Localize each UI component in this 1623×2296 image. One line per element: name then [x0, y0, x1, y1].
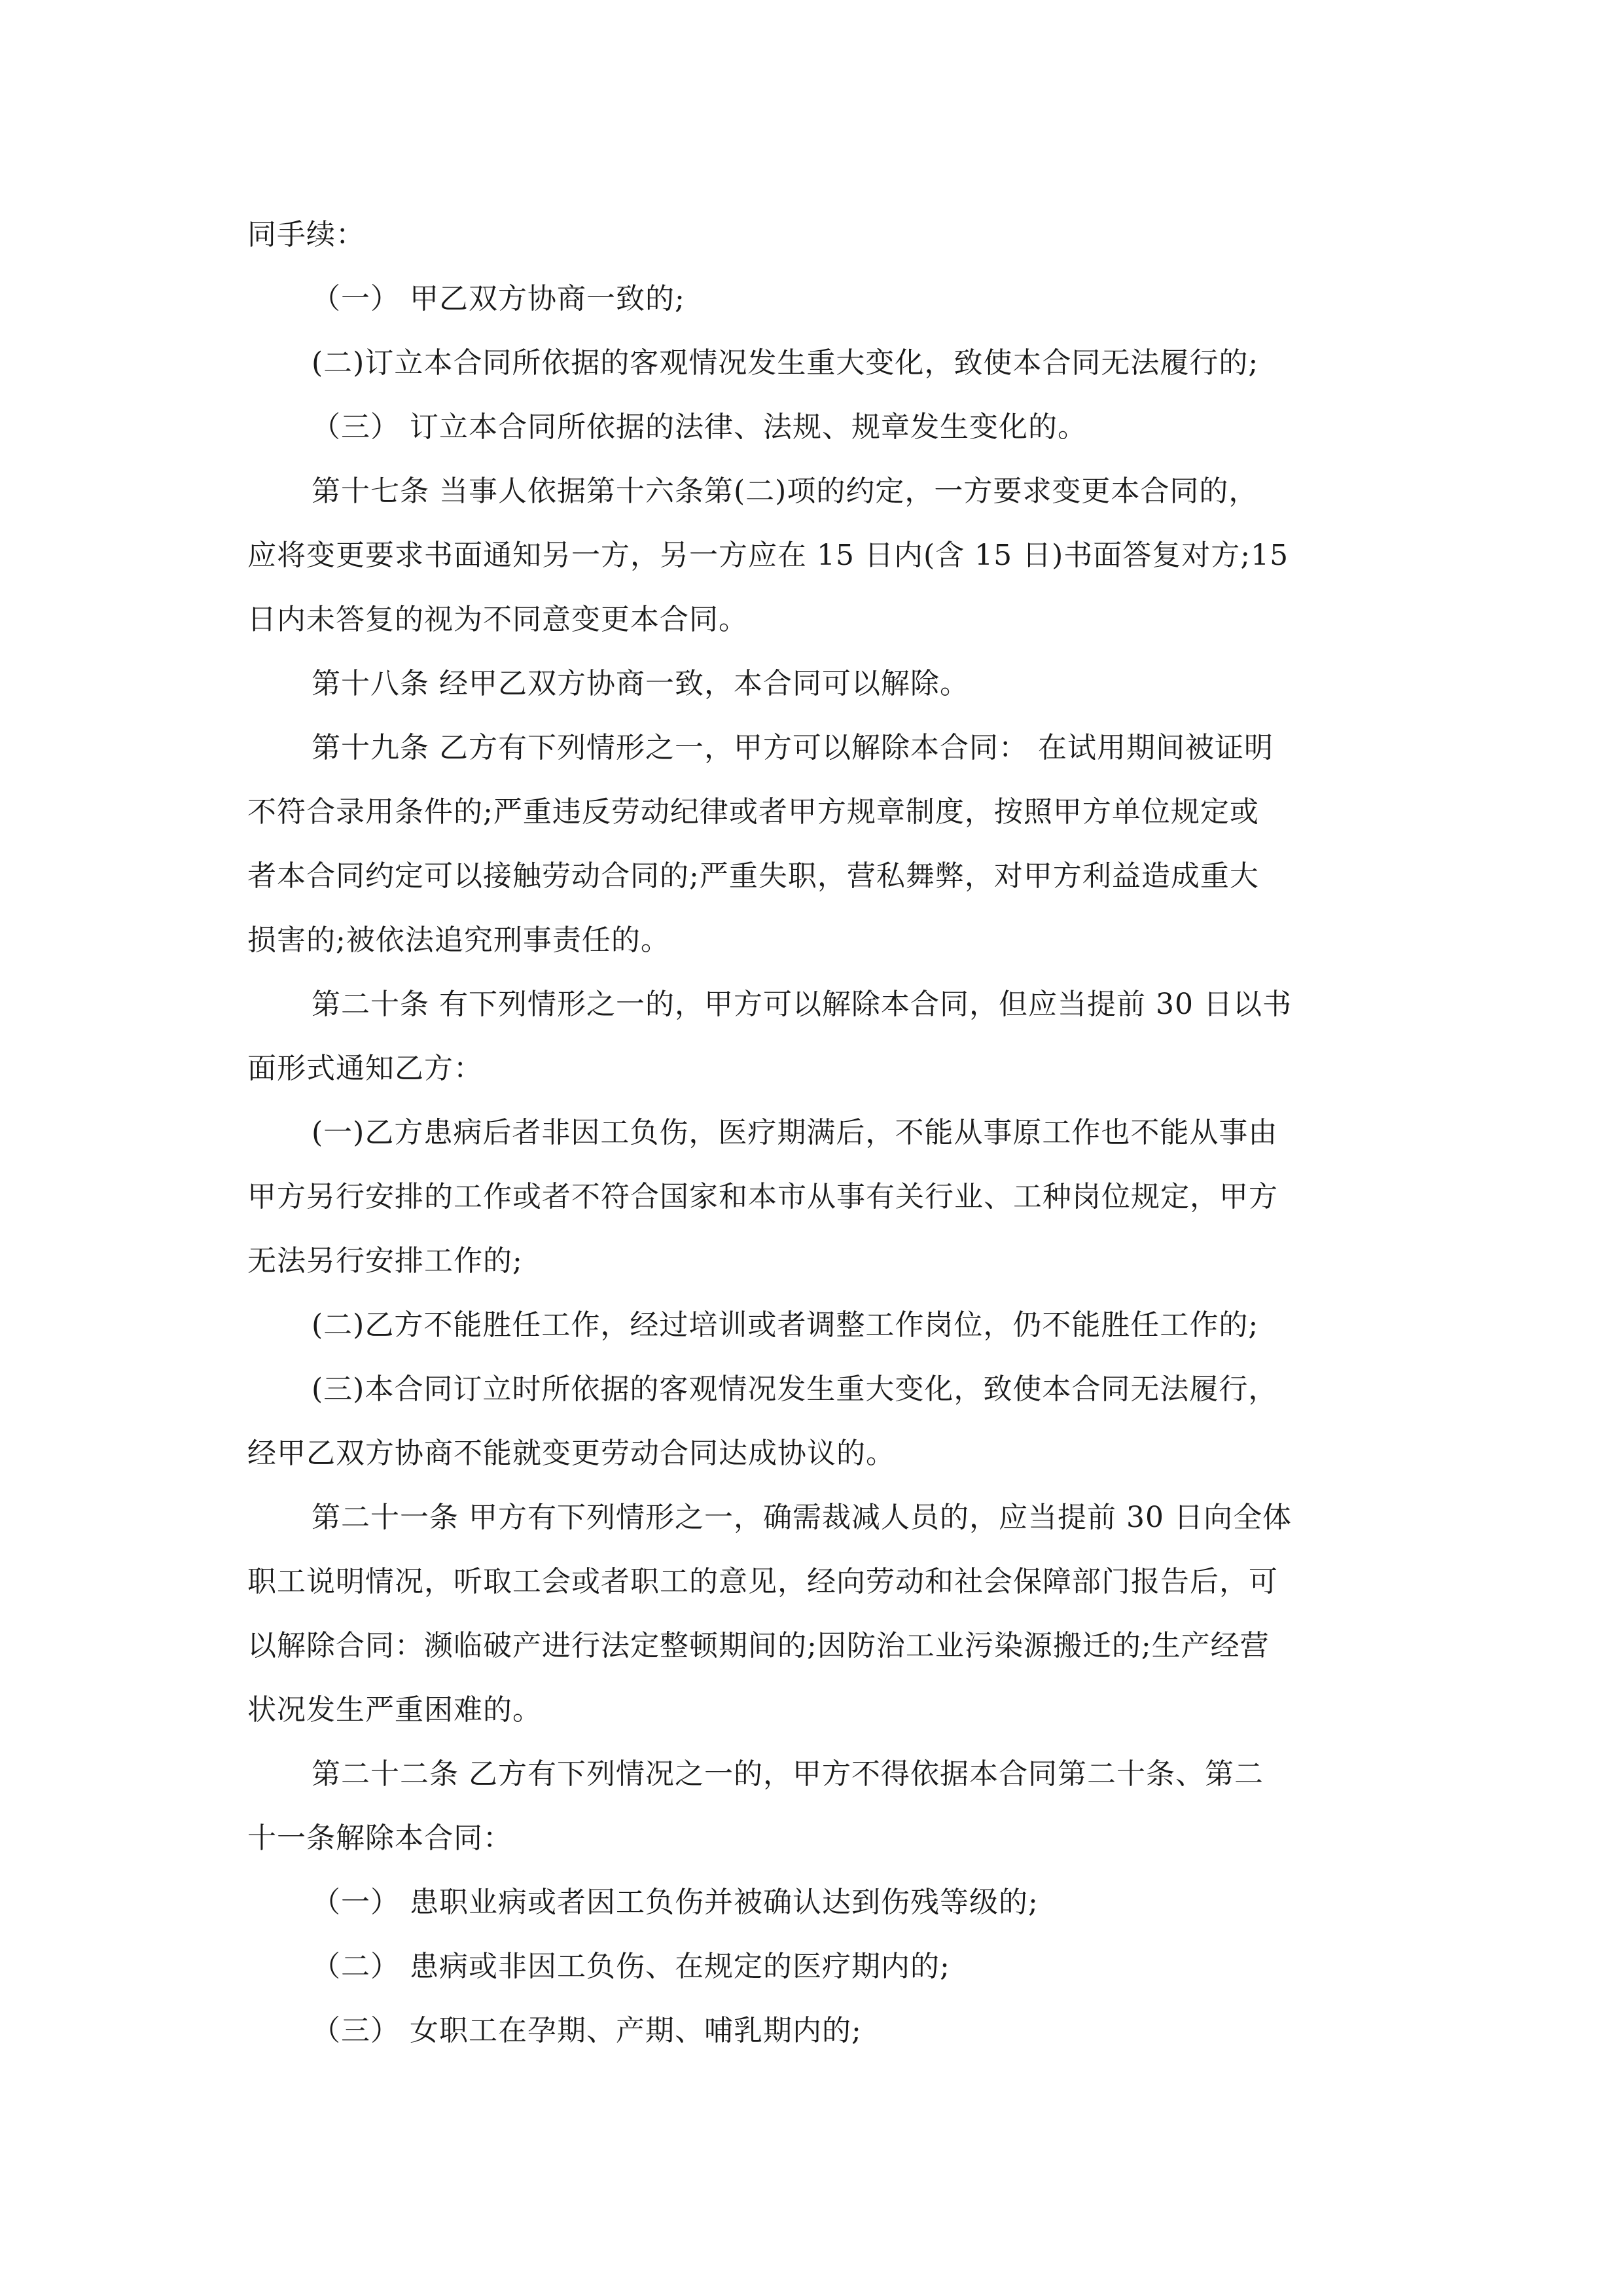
- article-20-heading-line: 第二十条 有下列情形之一的，甲方可以解除本合同，但应当提前 30 日以书: [312, 988, 1292, 1021]
- article-17-heading-line: 第十七条 当事人依据第十六条第(二)项的约定，一方要求变更本合同的，: [312, 475, 1258, 508]
- document-body: [247, 203, 1386, 2063]
- text-line: （一） 患职业病或者因工负伤并被确认达到伤残等级的;: [312, 1886, 1039, 1919]
- text-line: (一)乙方患病后者非因工负伤，医疗期满后，不能从事原工作也不能从事由: [312, 1116, 1278, 1149]
- text-line: 面形式通知乙方：: [247, 1052, 483, 1085]
- text-line: 损害的;被依法追究刑事责任的。: [247, 924, 670, 957]
- text-line: （一） 甲乙双方协商一致的;: [312, 282, 685, 315]
- article-22-heading-line: 第二十二条 乙方有下列情况之一的，甲方不得依据本合同第二十条、第二: [312, 1757, 1264, 1791]
- text-line: 甲方另行安排的工作或者不符合国家和本市从事有关行业、工种岗位规定，甲方: [247, 1180, 1278, 1213]
- text-line: （三） 女职工在孕期、产期、哺乳期内的;: [312, 2014, 862, 2047]
- text-line: 应将变更要求书面通知另一方，另一方应在 15 日内(含 15 日)书面答复对方;15: [247, 539, 1289, 572]
- text-line: (三)本合同订立时所依据的客观情况发生重大变化，致使本合同无法履行，: [312, 1372, 1278, 1406]
- text-line: (二)订立本合同所依据的客观情况发生重大变化，致使本合同无法履行的;: [312, 346, 1259, 380]
- text-line: 经甲乙双方协商不能就变更劳动合同达成协议的。: [247, 1437, 895, 1470]
- text-line: 同手续：: [247, 218, 365, 251]
- text-line: 日内未答复的视为不同意变更本合同。: [247, 603, 748, 636]
- text-line: 不符合录用条件的;严重违反劳动纪律或者甲方规章制度，按照甲方单位规定或: [247, 795, 1259, 829]
- text-line: 职工说明情况，听取工会或者职工的意见，经向劳动和社会保障部门报告后，可: [247, 1565, 1278, 1598]
- text-line: （二） 患病或非因工负伤、在规定的医疗期内的;: [312, 1950, 950, 1983]
- text-line: 以解除合同：濒临破产进行法定整顿期间的;因防治工业污染源搬迁的;生产经营: [247, 1629, 1270, 1662]
- text-line: (二)乙方不能胜任工作，经过培训或者调整工作岗位，仍不能胜任工作的;: [312, 1308, 1259, 1342]
- article-18-heading-line: 第十八条 经甲乙双方协商一致，本合同可以解除。: [312, 667, 969, 700]
- text-line: （三） 订立本合同所依据的法律、法规、规章发生变化的。: [312, 410, 1087, 444]
- text-line: 无法另行安排工作的;: [247, 1244, 523, 1278]
- text-line: 十一条解除本合同：: [247, 1821, 512, 1855]
- text-line: 状况发生严重困难的。: [247, 1693, 542, 1727]
- article-19-heading-line: 第十九条 乙方有下列情形之一，甲方可以解除本合同： 在试用期间被证明: [312, 731, 1274, 764]
- article-21-heading-line: 第二十一条 甲方有下列情形之一，确需裁减人员的，应当提前 30 日向全体: [312, 1501, 1292, 1534]
- text-line: 者本合同约定可以接触劳动合同的;严重失职，营私舞弊，对甲方利益造成重大: [247, 859, 1259, 893]
